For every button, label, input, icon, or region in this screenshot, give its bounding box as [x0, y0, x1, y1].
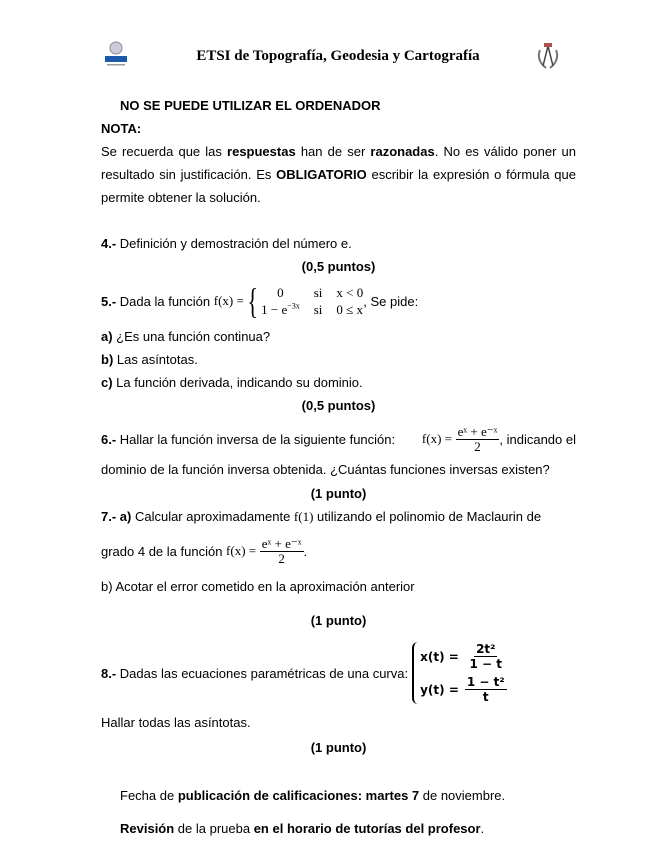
q5-points: (0,5 puntos) [301, 398, 376, 413]
q8-line-2: Hallar todas las asíntotas. [101, 715, 251, 730]
nota-line-1: Se recuerda que las respuestas han de ser razonadas. No es válido poner un [101, 144, 576, 159]
warning-text: NO SE PUEDE UTILIZAR EL ORDENADOR [120, 98, 381, 113]
question-8: 8.- Dadas las ecuaciones paramétricas de una curva: x(t) = $\frac{\text{2t²}}{1 - t}$ y(t) = $\frac{\text{1 − t²}}{t}$ [101, 642, 505, 704]
question-7: 7.- a) Calcular aproximadamente f(1) utilizando el polinomio de Maclaurin de [101, 509, 542, 524]
q5-part-c: c) La función derivada, indicando su dominio. [101, 375, 363, 390]
question-6: 6.- Hallar la función inversa de la siguiente función: f(x) = $\frac{\text{eˣ + e⁻ˣ}}{2}$ , indicando el [101, 423, 576, 454]
q5-part-a: a) ¿Es una función continua? [101, 329, 271, 344]
q5-part-b: b) Las asíntotas. [101, 352, 198, 367]
q8-points: (1 punto) [310, 740, 367, 755]
nota-line-3: permite obtener la solución. [101, 190, 261, 205]
question-4: 4.- Definición y demostración del número e. [101, 236, 352, 251]
page-header-title: ETSI de Topografía, Geodesia y Cartografía [196, 48, 480, 64]
q6-line-2: dominio de la función inversa obtenida. ¿Cuántas funciones inversas existen? [101, 462, 550, 477]
nota-line-2: resultado sin justificación. Es OBLIGATORIO escribir la expresión o fórmula que [101, 167, 576, 182]
school-crest-logo [534, 42, 562, 72]
nota-label: NOTA: [101, 121, 142, 136]
question-5: 5.- Dada la función f(x) = { 0 si x < 0 $1 - e^{-3x}$ si 0 ≤ x , Se pide: [101, 281, 419, 321]
footer-grades-date: Fecha de publicación de calificaciones: martes 7 de noviembre. [120, 788, 506, 803]
q7-line-2: grado 4 de la función f(x) = $\frac{\text{eˣ + e⁻ˣ}}{2}$ . [101, 535, 308, 566]
q7-part-b: b) Acotar el error cometido en la aproximación anterior [101, 579, 415, 594]
q6-points: (1 punto) [310, 486, 367, 501]
q4-points: (0,5 puntos) [301, 259, 376, 274]
q7-points: (1 punto) [310, 613, 367, 628]
footer-review: Revisión de la prueba en el horario de tutorías del profesor. [120, 821, 485, 836]
